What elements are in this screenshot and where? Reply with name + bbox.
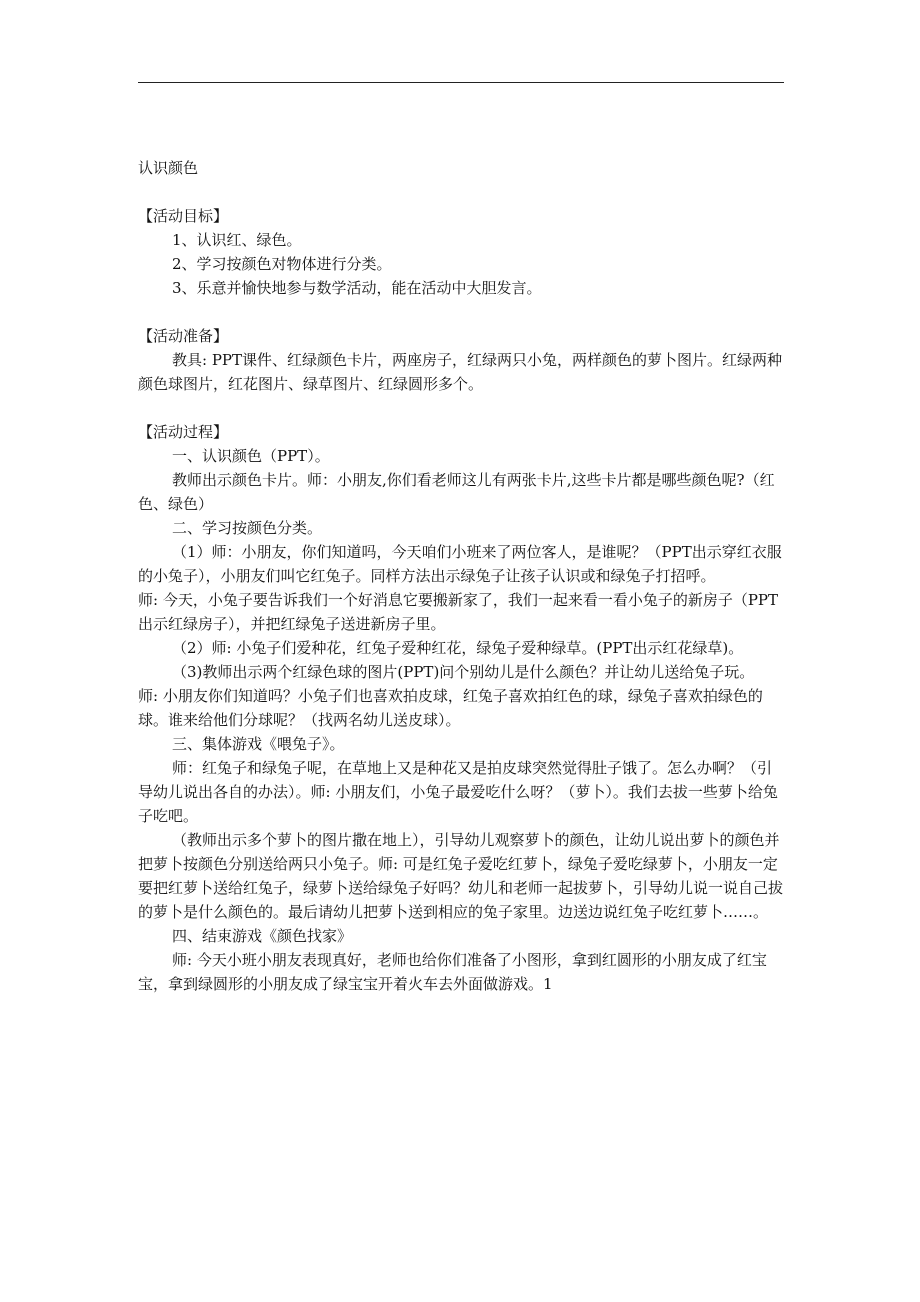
process-paragraph: （3)教师出示两个红绿色球的图片(PPT)问个别幼儿是什么颜色？并让幼儿送给兔子玩。 [172,663,755,681]
process-paragraph: （2）师: 小兔子们爱种花，红兔子爱种红花，绿兔子爱种绿草。(PPT出示红花绿草)。 [172,639,744,657]
goal-item: 1、认识红、绿色。 [172,231,302,249]
process-paragraph: 二、学习按颜色分类。 [172,519,323,537]
process-paragraph: 师: 今天小班小朋友表现真好，老师也给你们准备了小图形，拿到红圆形的小朋友成了红宝宝，拿到绿圆形的小朋友成了绿宝宝开着火车去外面做游戏。1 [138,951,767,993]
prep-heading: 【活动准备】 [138,327,229,345]
prep-paragraph: 教具: PPT课件、红绿颜色卡片，两座房子，红绿两只小兔，两样颜色的萝卜图片。红绿两种颜色球图片，红花图片、绿草图片、红绿圆形多个。 [138,351,783,393]
doc-title: 认识颜色 [138,159,199,177]
process-paragraph: 四、结束游戏《颜色找家》 [172,927,353,945]
header-rule [138,82,784,83]
process-paragraph: 师: 小朋友你们知道吗？小兔子们也喜欢拍皮球，红兔子喜欢拍红色的球，绿兔子喜欢拍绿色的球。谁来给他们分球呢？（找两名幼儿送皮球）。 [138,687,763,729]
process-paragraph: 三、集体游戏《喂兔子》。 [172,735,345,753]
goal-item: 3、乐意并愉快地参与数学活动，能在活动中大胆发言。 [172,279,542,297]
process-paragraph: 师：红兔子和绿兔子呢，在草地上又是种花又是拍皮球突然觉得肚子饿了。怎么办啊？（引导幼儿说出各自的办法）。师: 小朋友们，小兔子最爱吃什么呀？（萝卜）。我们去拔一些萝卜给兔子吃吧。 [138,759,778,825]
process-paragraph: 师: 今天，小兔子要告诉我们一个好消息它要搬新家了，我们一起来看一看小兔子的新房子（PPT出示红绿房子），并把红绿兔子送进新房子里。 [138,591,779,633]
process-heading: 【活动过程】 [138,423,229,441]
goals-heading: 【活动目标】 [138,207,229,225]
process-paragraph: （教师出示多个萝卜的图片撒在地上），引导幼儿观察萝卜的颜色，让幼儿说出萝卜的颜色并把萝卜按颜色分别送给两只小兔子。师: 可是红兔子爱吃红萝卜，绿兔子爱吃绿萝卜，小朋友一定要把红萝卜送给红兔子，绿萝卜送给绿兔子好吗？幼儿和老师一起拔萝卜，引导幼儿说一说自己拔的萝卜是什么颜色的。最后请幼儿把萝卜送到相应的兔子家里。边送边说红兔子吃红萝卜……。 [138,831,784,921]
process-paragraph: 教师出示颜色卡片。师：小朋友,你们看老师这儿有两张卡片,这些卡片都是哪些颜色呢?（红色、绿色） [138,471,775,513]
process-paragraph: 一、认识颜色（PPT）。 [172,447,330,465]
goal-item: 2、学习按颜色对物体进行分类。 [172,255,392,273]
process-paragraph: （1）师：小朋友，你们知道吗，今天咱们小班来了两位客人，是谁呢？（PPT出示穿红衣服的小兔子），小朋友们叫它红兔子。同样方法出示绿兔子让孩子认识或和绿兔子打招呼。 [138,543,782,585]
document-body [138,156,786,996]
